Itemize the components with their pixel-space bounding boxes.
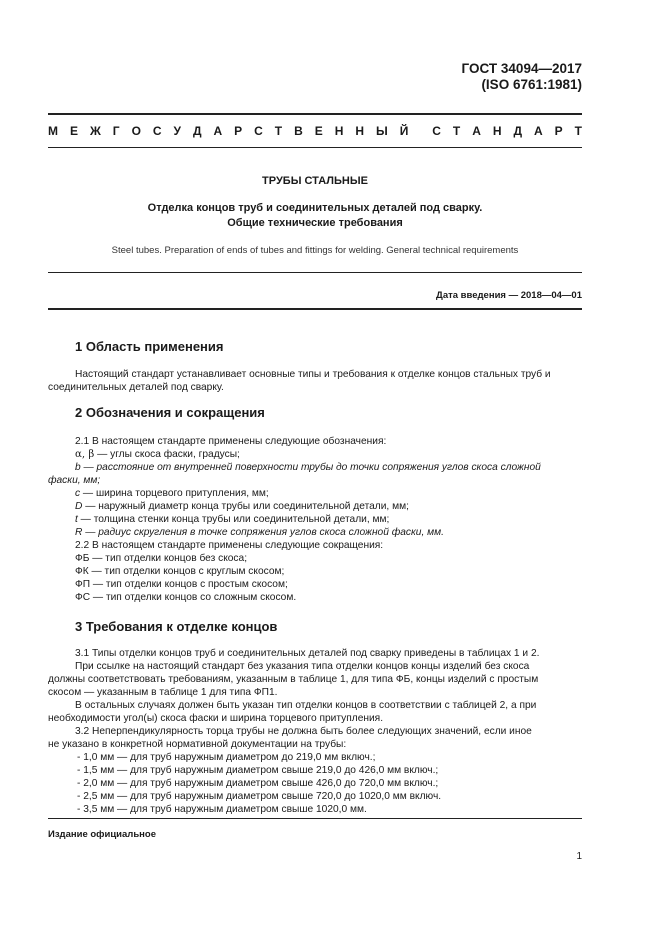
english-title: Steel tubes. Preparation of ends of tubes and fittings for welding. General technical requirements — [111, 245, 519, 256]
symbol-d: D — наружный диаметр конца трубы или соединительной детали, мм; — [75, 501, 409, 512]
symbol-r: R — радиус скругления в точке сопряжения углов скоса сложной фаски, мм. — [75, 527, 444, 538]
section-2-text — [48, 435, 582, 604]
symbol-b-continuation: фаски, мм; — [48, 475, 101, 486]
abbr-fs: ФС — тип отделки концов со сложным скосом. — [75, 592, 297, 603]
page-number: 1 — [576, 851, 582, 862]
footer-rule — [48, 818, 582, 819]
symbol-t: t — толщина стенки конца трубы или соединительной детали, мм; — [75, 514, 390, 525]
section-3-text: 3.1 Типы отделки концов труб и соединительных деталей под сварку приведены в таблицах 1 и 2. При ссылке на настоящий стандарт без указания типа отделки концов концы изделий без скоса должны соответствовать требованиям, указанным в таблице 1, для типа ФБ, концы изделий с простым скосом — указанным в таблице 1 для типа ФП1. В остальных случаях должен быть указан тип отделки концов в соответствии с таблицей 2, а при необходимости угол(ы) скоса фаски и ширина торцевого притупления. 3.2 Неперпендикулярность торца трубы не должна быть более следующих значений, если иное не указано в конкретной нормативной документации на трубы: - 1,0 мм — для труб наружным диаметром до 219,0 мм включ.; - 1,5 мм — для труб наружным диаметром свыше 219,0 до 426,0 мм включ.; - 2,0 мм — для труб наружным диаметром свыше 426,0 до 720,0 мм включ.; - 2,5 мм — для труб наружным диаметром свыше 720,0 до 1020,0 мм включ. - 3,5 мм — для труб наружным диаметром свыше 1020,0 мм. — [75, 647, 582, 816]
clause-3-1: 3.1 Типы отделки концов труб и соединительных деталей под сварку приведены в таблицах 1 и 2. — [75, 648, 540, 659]
list-item: - 2,0 мм — для труб наружным диаметром свыше 426,0 до 720,0 мм включ.; — [77, 778, 439, 789]
title-rule — [48, 272, 582, 273]
top-rule — [48, 113, 582, 115]
clause-2-1: 2.1 В настоящем стандарте применены следующие обозначения: — [75, 436, 387, 447]
document-subtitle: Отделка концов труб и соединительных деталей под сварку. Общие технические требования — [147, 202, 483, 229]
abbr-fp: ФП — тип отделки концов с простым скосом; — [75, 579, 288, 590]
introduction-date: Дата введения — 2018—04—01 — [436, 290, 582, 301]
symbol-c: c — ширина торцевого притупления, мм; — [75, 488, 269, 499]
section-1-heading: 1 Область применения — [75, 339, 224, 354]
gost-code: ГОСТ 34094—2017 — [461, 61, 582, 76]
list-item: - 1,0 мм — для труб наружным диаметром до 219,0 мм включ.; — [77, 752, 376, 763]
clause-3-2: 3.2 Неперпендикулярность торца трубы не должна быть более следующих значений, если иное — [75, 726, 532, 737]
list-item: - 2,5 мм — для труб наружным диаметром свыше 720,0 до 1020,0 мм включ. — [77, 791, 442, 802]
list-item: - 1,5 мм — для труб наружным диаметром свыше 219,0 до 426,0 мм включ.; — [77, 765, 439, 776]
abbr-fb: ФБ — тип отделки концов без скоса; — [75, 553, 248, 564]
symbol-alpha-beta: α, β — углы скоса фаски, градусы; — [75, 449, 240, 460]
symbol-b: b — расстояние от внутренней поверхности трубы до точки сопряжения углов скоса сложной — [75, 462, 541, 473]
abbr-fk: ФК — тип отделки концов с круглым скосом; — [75, 566, 285, 577]
clause-2-2: 2.2 В настоящем стандарте применены следующие сокращения: — [75, 540, 384, 551]
section-2-heading: 2 Обозначения и сокращения — [75, 405, 265, 420]
interstate-standard-banner: М Е Ж Г О С У Д А Р С Т В Е Н Н Ы Й С Т А Н Д А Р Т — [48, 124, 582, 138]
iso-code: (ISO 6761:1981) — [481, 77, 582, 92]
official-edition-label: Издание официальное — [48, 829, 156, 840]
list-item: - 3,5 мм — для труб наружным диаметром свыше 1020,0 мм. — [77, 804, 367, 815]
standard-code-block — [462, 61, 582, 93]
section-3-heading: 3 Требования к отделке концов — [75, 619, 278, 634]
document-title: ТРУБЫ СТАЛЬНЫЕ — [262, 175, 368, 187]
date-rule — [48, 308, 582, 310]
banner-rule — [48, 147, 582, 148]
section-1-text: Настоящий стандарт устанавливает основные типы и требования к отделке концов стальных труб и соединительных деталей под сварку. — [48, 369, 551, 393]
